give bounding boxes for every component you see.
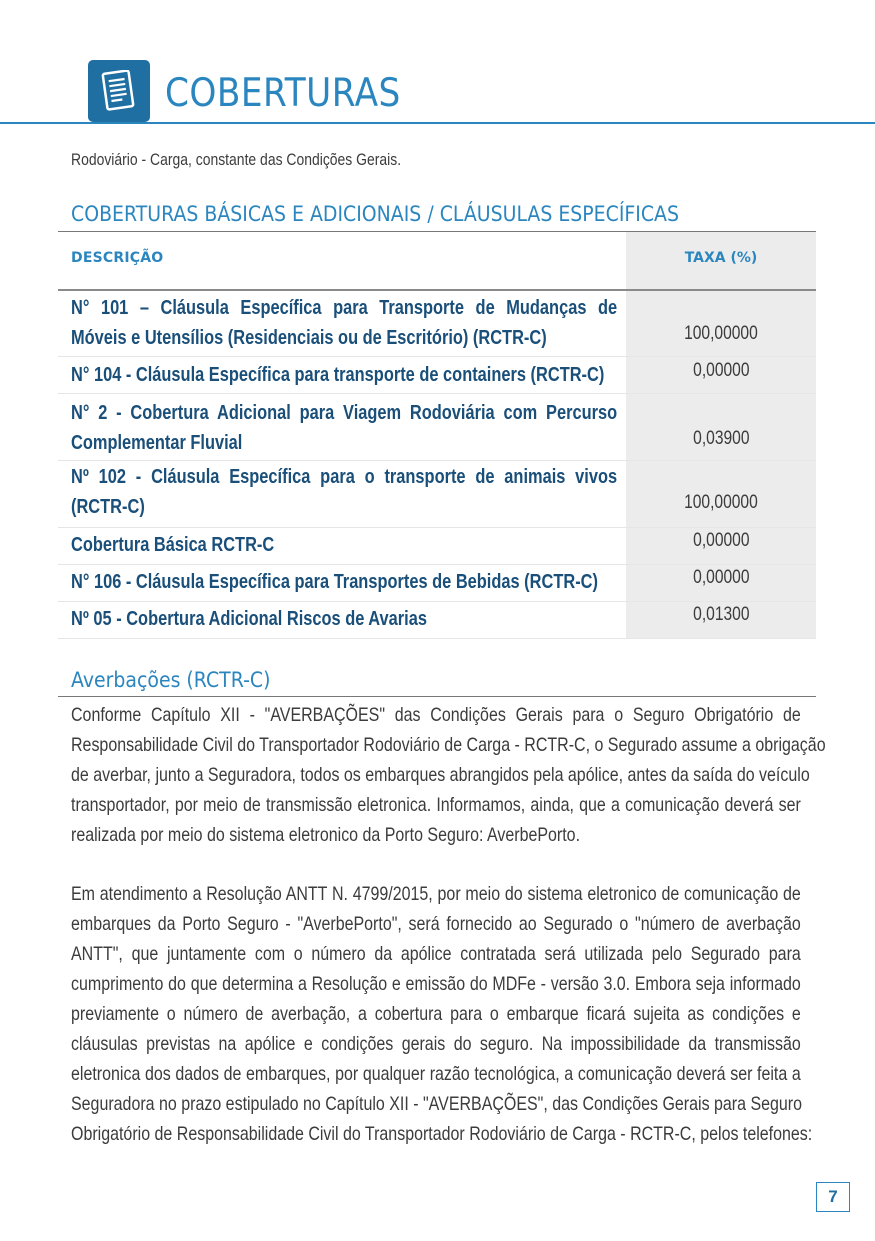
paragraph-line: de averbar, junto a Seguradora, todos os embarques abrangidos pela apólice, antes da saída do veículo xyxy=(71,764,810,786)
taxa-cell-background xyxy=(626,394,816,460)
row-description-line-1: N° 101 – Cláusula Específica para Transporte de Mudanças de xyxy=(71,297,618,319)
paragraph-line: cláusulas previstas na apólice e condições gerais do seguro. Na impossibilidade da transmissão xyxy=(71,1033,801,1055)
averbacoes-rule xyxy=(58,696,816,697)
header-taxa: TAXA (%) xyxy=(684,250,758,266)
row-description-line-1: N° 106 - Cláusula Específica para Transportes de Bebidas (RCTR-C) xyxy=(71,571,598,593)
row-taxa xyxy=(626,323,816,345)
table-row xyxy=(58,528,816,565)
row-description xyxy=(71,398,617,458)
intro-text: Rodoviário - Carga, constante das Condições Gerais. xyxy=(71,150,402,169)
row-description xyxy=(71,567,617,597)
row-taxa-value: 100,00000 xyxy=(684,492,758,513)
row-taxa xyxy=(626,530,816,552)
row-taxa-value: 0,00000 xyxy=(692,567,750,588)
row-taxa xyxy=(626,428,816,450)
row-description-line-2: Complementar Fluvial xyxy=(71,432,243,454)
paragraph-line: ANTT", que juntamente com o número da apólice contratada será utilizada pelo Segurado para xyxy=(71,943,801,965)
row-taxa-value: 0,00000 xyxy=(692,530,750,551)
row-description-line-1: Nº 102 - Cláusula Específica para o transporte de animais vivos xyxy=(71,466,618,488)
paragraph-line: embarques da Porto Seguro - "AverbePorto", será fornecido ao Segurado o "número de averbação xyxy=(71,913,801,935)
row-taxa xyxy=(626,360,816,382)
table-header-row xyxy=(58,232,816,289)
paragraph-line: Seguradora no prazo estipulado no Capítulo XII - "AVERBAÇÕES", das Condições Gerais para Seguro xyxy=(71,1093,803,1115)
header-descricao: DESCRIÇÃO xyxy=(71,250,164,266)
row-description xyxy=(71,530,617,560)
header-divider xyxy=(0,122,875,124)
paragraph-line: Em atendimento a Resolução ANTT N. 4799/2015, por meio do sistema eletronico de comunicação de xyxy=(71,883,801,905)
paragraph-line: Conforme Capítulo XII - "AVERBAÇÕES" das Condições Gerais para o Seguro Obrigatório de xyxy=(71,704,801,726)
row-taxa-value: 0,01300 xyxy=(692,604,750,625)
page-number: 7 xyxy=(816,1182,850,1212)
row-taxa xyxy=(626,604,816,626)
table-row xyxy=(58,602,816,639)
paragraph-line: previamente o número de averbação, a cobertura para o embarque ficará sujeita as condições e xyxy=(71,1003,801,1025)
row-description-line-2: (RCTR-C) xyxy=(71,496,145,518)
document-list-icon xyxy=(88,60,150,122)
coverage-table-title: COBERTURAS BÁSICAS E ADICIONAIS / CLÁUSULAS ESPECÍFICAS xyxy=(71,202,679,226)
row-description-line-1: N° 2 - Cobertura Adicional para Viagem Rodoviária com Percurso xyxy=(71,402,618,424)
row-description-line-1: Cobertura Básica RCTR-C xyxy=(71,534,275,556)
row-description-line-1: Nº 05 - Cobertura Adicional Riscos de Avarias xyxy=(71,608,427,630)
paragraph-line: cumprimento do que determina a Resolução e emissão do MDFe - versão 3.0. Embora seja informado xyxy=(71,973,801,995)
table-row xyxy=(58,357,816,394)
page-title: COBERTURAS xyxy=(165,71,401,116)
table-row xyxy=(58,565,816,602)
row-description xyxy=(71,360,617,390)
page-header xyxy=(0,0,875,130)
paragraph-line: realizada por meio do sistema eletronico da Porto Seguro: AverbePorto. xyxy=(71,824,581,846)
row-taxa-value: 100,00000 xyxy=(684,323,758,344)
paragraph-line: Responsabilidade Civil do Transportador Rodoviário de Carga - RCTR-C, o Segurado assume a obrigação xyxy=(71,734,826,756)
averbacoes-paragraph-2 xyxy=(71,879,813,1149)
row-taxa-value: 0,00000 xyxy=(692,360,750,381)
averbacoes-title: Averbações (RCTR-C) xyxy=(71,668,271,692)
row-taxa xyxy=(626,492,816,514)
row-description xyxy=(71,462,617,522)
averbacoes-paragraph-1 xyxy=(71,700,826,850)
row-description-line-1: N° 104 - Cláusula Específica para transporte de containers (RCTR-C) xyxy=(71,364,605,386)
row-description-line-2: Móveis e Utensílios (Residenciais ou de Escritório) (RCTR-C) xyxy=(71,327,547,349)
row-taxa xyxy=(626,567,816,589)
table-row xyxy=(58,394,816,461)
row-taxa-value: 0,03900 xyxy=(692,428,750,449)
table-row xyxy=(58,461,816,528)
paragraph-line: transportador, por meio de transmissão eletronica. Informamos, ainda, que a comunicação deverá ser xyxy=(71,794,801,816)
table-row xyxy=(58,291,816,357)
paragraph-line: Obrigatório de Responsabilidade Civil do Transportador Rodoviário de Carga - RCTR-C, pelos telefones: xyxy=(71,1123,813,1145)
paragraph-line: eletronica dos dados de embarques, por qualquer razão tecnológica, a comunicação deverá ser feita a xyxy=(71,1063,801,1085)
row-description xyxy=(71,293,617,353)
row-description xyxy=(71,604,617,634)
